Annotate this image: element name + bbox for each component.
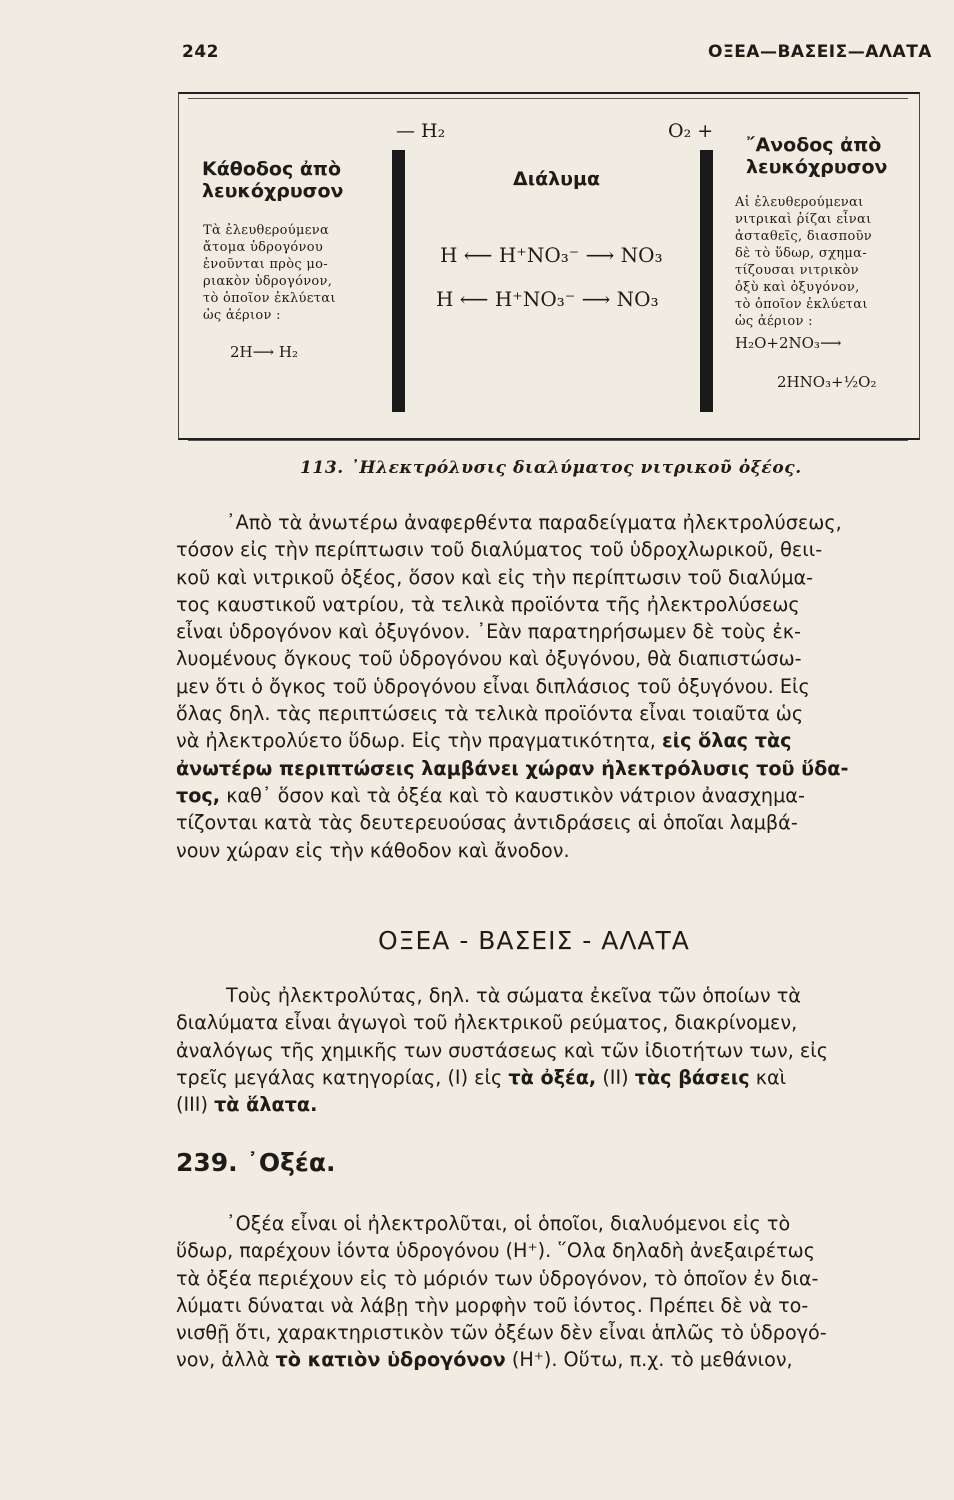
- paragraph-electrolytes: Τοὺς ἠλεκτρολύτας, δηλ. τὰ σώματα ἐκεῖνα τῶν ὁποίων τὰ διαλύματα εἶναι ἀγωγοὶ τοῦ ἠλεκτρικοῦ ρεύματος, διακρίνομεν, ἀναλόγως τῆς χημικῆς των συστάσεως καὶ τῶν ἰδιοτήτων των, εἰς τρεῖς μεγάλας κατηγορίας, (Ι) εἰς τὰ ὀξέα, (ΙΙ) τὰς βάσεις καὶ (ΙΙΙ) τὰ ἅλατα.: [176, 984, 829, 1117]
- cathode-title: Κάθοδος ἀπὸ λευκόχρυσον: [202, 158, 344, 202]
- anode-equation-2: 2HNO₃+½O₂: [777, 373, 877, 391]
- figure-caption: 113. ᾿Ηλεκτρόλυσις διαλύματος νιτρικοῦ ὀξέος.: [300, 458, 802, 478]
- ion-equation-2: H ⟵ H⁺NO₃⁻ ⟶ NO₃: [436, 287, 659, 311]
- frame-rule: [188, 98, 908, 99]
- cathode-text: Τὰ ἐλευθερούμενα ἄτομα ὑδρογόνου ἑνοῦνται πρὸς μο- ριακὸν ὑδρογόνον, τὸ ὁποῖον ἐκλύεται ὡς ἀέριον :: [203, 223, 336, 323]
- oxygen-gas-label: O₂ +: [668, 120, 714, 142]
- anode-text: Αἱ ἐλευθερούμεναι νιτρικαὶ ῥίζαι εἶναι ἀσταθεῖς, διασποῦν δὲ τὸ ὕδωρ, σχημα- τίζουσαι νιτρικὸν ὀξὺ καὶ ὀξυγόνον, τὸ ὁποῖον ἐκλύεται ὡς ἀέριον :: [735, 195, 872, 329]
- anode-title: ῎Ανοδος ἀπὸ λευκόχρυσον: [746, 134, 888, 178]
- section-heading: 239. ᾿Οξέα.: [176, 1148, 336, 1177]
- page-number: 242: [182, 42, 219, 62]
- hydrogen-gas-label: — H₂: [396, 120, 446, 142]
- anode-electrode: [700, 150, 713, 412]
- running-title: ΟΞΕΑ—ΒΑΣΕΙΣ—ΑΛΑΤΑ: [708, 42, 932, 62]
- cathode-electrode: [392, 150, 405, 412]
- anode-equation-1: H₂O+2NO₃⟶: [735, 334, 842, 352]
- cathode-equation: 2H⟶ H₂: [230, 343, 298, 361]
- frame-rule: [188, 440, 908, 441]
- paragraph-acids: ᾿Οξέα εἶναι οἱ ἠλεκτρολῦται, οἱ ὁποῖοι, διαλυόμενοι εἰς τὸ ὕδωρ, παρέχουν ἰόντα ὑδρογόνου (H⁺). ῞Ολα δηλαδὴ ἀνεξαιρέτως τὰ ὀξέα περιέχουν εἰς τὸ μόριόν των ὑδρογόνον, τὸ ὁποῖον ἐν δια- λύματι δύναται νὰ λάβῃ τὴν μορφὴν τοῦ ἰόντος. Πρέπει δὲ νὰ το- νισθῇ ὅτι, χαρακτηριστικὸν τῶν ὀξέων δὲν εἶναι ἁπλῶς τὸ ὑδρογό- νον, ἀλλὰ τὸ κατιὸν ὑδρογόνον (H⁺). Οὕτω, π.χ. τὸ μεθάνιον,: [176, 1212, 827, 1372]
- paragraph-electrolysis: ᾿Απὸ τὰ ἀνωτέρω ἀναφερθέντα παραδείγματα ἠλεκτρολύσεως, τόσον εἰς τὴν περίπτωσιν τοῦ διαλύματος τοῦ ὑδροχλωρικοῦ, θειι- κοῦ καὶ νιτρικοῦ ὀξέος, ὅσον καὶ εἰς τὴν περίπτωσιν τοῦ διαλύμα- τος καυστικοῦ νατρίου, τὰ τελικὰ προϊόντα τῆς ἠλεκτρολύσεως εἶναι ὑδρογόνον καὶ ὀξυγόνον. ᾿Εὰν παρατηρήσωμεν δὲ τοὺς ἐκ- λυομένους ὄγκους τοῦ ὑδρογόνου καὶ ὀξυγόνου, θὰ διαπιστώσω- μεν ὅτι ὁ ὄγκος τοῦ ὑδρογόνου εἶναι διπλάσιος τοῦ ὀξυγόνου. Εἰς ὅλας δηλ. τὰς περιπτώσεις τὰ τελικὰ προϊόντα εἶναι τοιαῦτα ὡς νὰ ἠλεκτρολύετο ὕδωρ. Εἰς τὴν πραγματικότητα, εἰς ὅλας τὰς ἀνωτέρω περιπτώσεις λαμβάνει χώραν ἠλεκτρόλυσις τοῦ ὕδα- τος, καθ᾿ ὅσον καὶ τὰ ὀξέα καὶ τὸ καυστικὸν νάτριον ἀνασχημα- τίζονται κατὰ τὰς δευτερευούσας ἀντιδράσεις αἱ ὁποῖαι λαμβά- νουν χώραν εἰς τὴν κάθοδον καὶ ἄνοδον.: [176, 511, 849, 862]
- chapter-heading: ΟΞΕΑ - ΒΑΣΕΙΣ - ΑΛΑΤΑ: [378, 926, 690, 955]
- ion-equation-1: H ⟵ H⁺NO₃⁻ ⟶ NO₃: [440, 243, 663, 267]
- solution-title: Διάλυμα: [513, 168, 601, 190]
